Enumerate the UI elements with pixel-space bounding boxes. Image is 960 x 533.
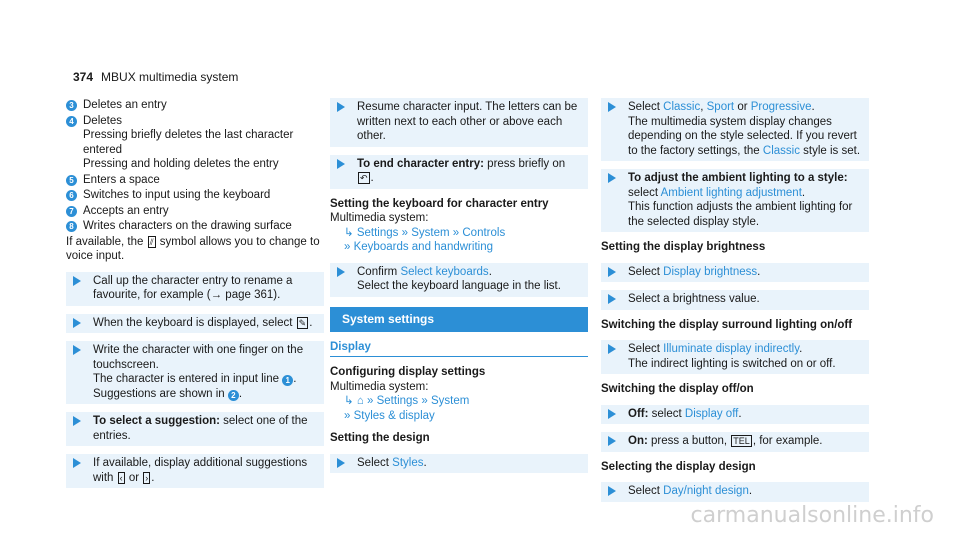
header-title: MBUX multimedia system [101,70,239,84]
step-item [601,290,869,310]
step-label: To adjust the ambient lighting to a style: [628,172,848,184]
list-item-text: Accepts an entry [83,204,169,217]
step-text-part: The character is entered in input line [93,373,280,385]
callout-number: 8 [66,221,77,232]
path-arrow-icon: ↳ [344,395,354,407]
step-arrow-icon [337,159,345,169]
step-text: The character is entered in input line 1 . [93,373,297,385]
step-item [66,272,324,306]
step-item [330,454,588,474]
path-item: Settings [376,395,419,407]
watermark: carmanualsonline.info [690,502,934,528]
step-item [66,454,324,488]
callout-number: 1 [282,375,293,386]
step-label: Off: [628,407,649,420]
menu-path [330,394,588,409]
step-text: or [128,471,140,484]
step-text: The indirect lighting is switched on or off. [628,357,836,370]
subsection-title: Display [330,340,588,358]
callout-number: 6 [66,190,77,201]
list-item [66,114,324,172]
step-arrow-icon [73,318,81,328]
callout-number: 4 [66,116,77,127]
step-item: Select Classic, Sport or Progressive. The multimedia system display changes depending on the style selected. If you revert to the factory settings, the Classic style is set. [601,98,869,161]
step-arrow-icon [73,345,81,355]
step-text: Select [628,265,660,278]
step-text: Select [357,456,389,469]
path-sep-icon: » [344,241,351,253]
step-text [93,387,320,402]
step-arrow-icon [608,102,616,112]
section-text: Multimedia system: [330,380,429,393]
step-text-part: style is set. [803,144,861,157]
step-text-part: Suggestions are shown in [93,387,225,400]
page-header [73,70,238,85]
step-text: . [309,316,313,329]
page-number: 374 [73,70,94,84]
step-text: Confirm [357,265,398,278]
step-text: This function adjusts the ambient lighting for the selected display style. [628,201,853,228]
step-link: Illuminate display indirectly [663,343,800,355]
list-item [66,204,324,219]
step-item [66,412,324,446]
menu-path [330,226,588,241]
step-text: Select the keyboard language in the list. [357,280,561,292]
note-text: symbol allows you to change to voice input. [66,235,320,262]
section-title: Selecting the display design [601,460,756,473]
path-item: Settings [356,226,399,239]
step-text: Select [628,485,660,497]
step-text: Select [628,101,660,113]
step-label: To end character entry: [357,157,484,170]
tel-button-icon: TEL [733,436,750,446]
step-arrow-icon [73,276,81,286]
section-title: Setting the display brightness [601,241,766,253]
step-text: Write the character with one finger on the touchscreen. [93,344,304,371]
path-item: System [430,395,470,407]
menu-path [330,240,588,255]
step-text: press briefly on [487,157,566,170]
step-text: If available, display additional suggestions with [93,457,308,484]
section-title: Switching the display surround lighting on/off [601,318,853,331]
step-text: select [651,407,682,420]
option-sport: Sport [706,101,735,113]
path-item: Controls [462,226,506,239]
step-arrow-icon [608,267,616,277]
step-arrow-icon [608,486,616,496]
step-arrow-icon [608,294,616,304]
section-title: Switching the display off/on [601,383,754,395]
step-text [628,115,865,159]
chevron-right-icon: › [145,472,149,483]
step-label: To select a suggestion: [93,415,220,427]
column-2 [330,98,588,481]
step-link: Day/night design [663,485,749,497]
handwriting-icon: ✎ [298,317,307,328]
step-link: Styles [392,456,424,469]
callout-number: 5 [66,175,77,186]
section-title: Setting the keyboard for character entry [330,197,549,210]
step-item [601,432,869,452]
step-text: select [628,186,659,199]
list-item-text [83,114,324,172]
column-1 [66,98,324,496]
voice-input-icon: ⫽ [149,236,154,247]
step-item: Select Illuminate display indirectly. The indirect lighting is switched on or off. [601,340,869,374]
step-link: Ambient lighting adjustment [660,186,802,199]
step-text: Select [628,343,660,355]
voice-input-note [66,235,324,264]
step-text: Select a brightness value. [628,293,760,305]
step-item [66,341,324,404]
step-text: or [737,101,748,113]
callout-number: 7 [66,206,77,217]
step-text-part: . [238,387,243,400]
step-text: . [423,456,427,469]
path-sep-icon: » [367,395,374,407]
step-text: When the keyboard is displayed, select [93,316,293,329]
step-text: . [151,471,155,484]
back-icon: ↶ [360,173,368,183]
step-link: Select keyboards [400,265,489,278]
step-arrow-icon [337,267,345,277]
list-item-line: Pressing briefly deletes the last character entered [83,129,294,156]
callout-number: 3 [66,100,77,111]
path-item: Styles & display [353,409,435,422]
option-progressive: Progressive [750,101,812,113]
path-item: System [411,226,450,239]
step-text: Call up the character entry to rename a favourite, for example (→ page 361). [93,274,293,301]
path-sep-icon: » [421,395,428,407]
path-sep-icon: » [344,409,351,422]
section-title: Setting the design [330,432,430,444]
step-arrow-icon [608,344,616,354]
list-item-text: Writes characters on the drawing surface [83,220,292,232]
list-item-line: Deletes [83,114,122,127]
list-item [66,173,324,188]
list-item-text: Switches to input using the keyboard [83,189,271,201]
step-text: , for example. [752,435,823,447]
menu-path [330,409,588,424]
list-item [66,98,324,113]
step-arrow-icon [608,173,616,183]
list-item-text: Enters a space [83,173,160,186]
step-link: Display brightness [663,265,758,278]
step-item [330,98,588,147]
step-arrow-icon [337,458,345,468]
column-3 [601,98,869,510]
step-arrow-icon [73,458,81,468]
path-sep-icon: » [452,226,460,239]
note-text: If available, the [66,235,144,248]
list-item-line: Pressing and holding deletes the entry [83,158,279,170]
step-item [66,314,324,334]
step-text-part: The multimedia system display changes depending on the style selected. If you revert to the factory settings, the [628,115,857,157]
option-classic: Classic [762,144,800,157]
step-item [330,263,588,297]
step-item: Off: select Display off. [601,405,869,425]
step-item: Select Display brightness. [601,263,869,283]
step-arrow-icon [337,102,345,112]
step-arrow-icon [73,416,81,426]
list-item-text: Deletes an entry [83,99,167,111]
step-item: To end character entry: press briefly on ↶ . [330,155,588,189]
section-bar: System settings [330,307,588,332]
step-arrow-icon [608,409,616,419]
list-item [66,219,324,234]
list-item [66,188,324,203]
step-text: Resume character input. The letters can be written next to each other or above each other. [357,101,578,142]
callout-number: 2 [228,390,239,401]
step-item: Select Day/night design. [601,482,869,502]
step-link: Display off [684,407,739,420]
step-text: . [488,265,492,278]
step-text: press a button, [651,435,728,447]
step-label: On: [628,435,648,447]
step-arrow-icon [608,436,616,446]
section-title: Configuring display settings [330,366,486,378]
path-sep-icon: » [401,226,409,239]
chevron-left-icon: ‹ [119,472,123,483]
home-icon: ⌂ [356,395,364,407]
section-text: Multimedia system: [330,212,429,224]
option-classic: Classic [663,101,701,113]
path-arrow-icon: ↳ [344,226,354,239]
step-item: To adjust the ambient lighting to a style: select Ambient lighting adjustment. This function adjusts the ambient lighting for the selected display style. [601,169,869,232]
path-item: Keyboards and handwriting [353,241,493,253]
step-text: select one of the entries. [93,415,308,442]
